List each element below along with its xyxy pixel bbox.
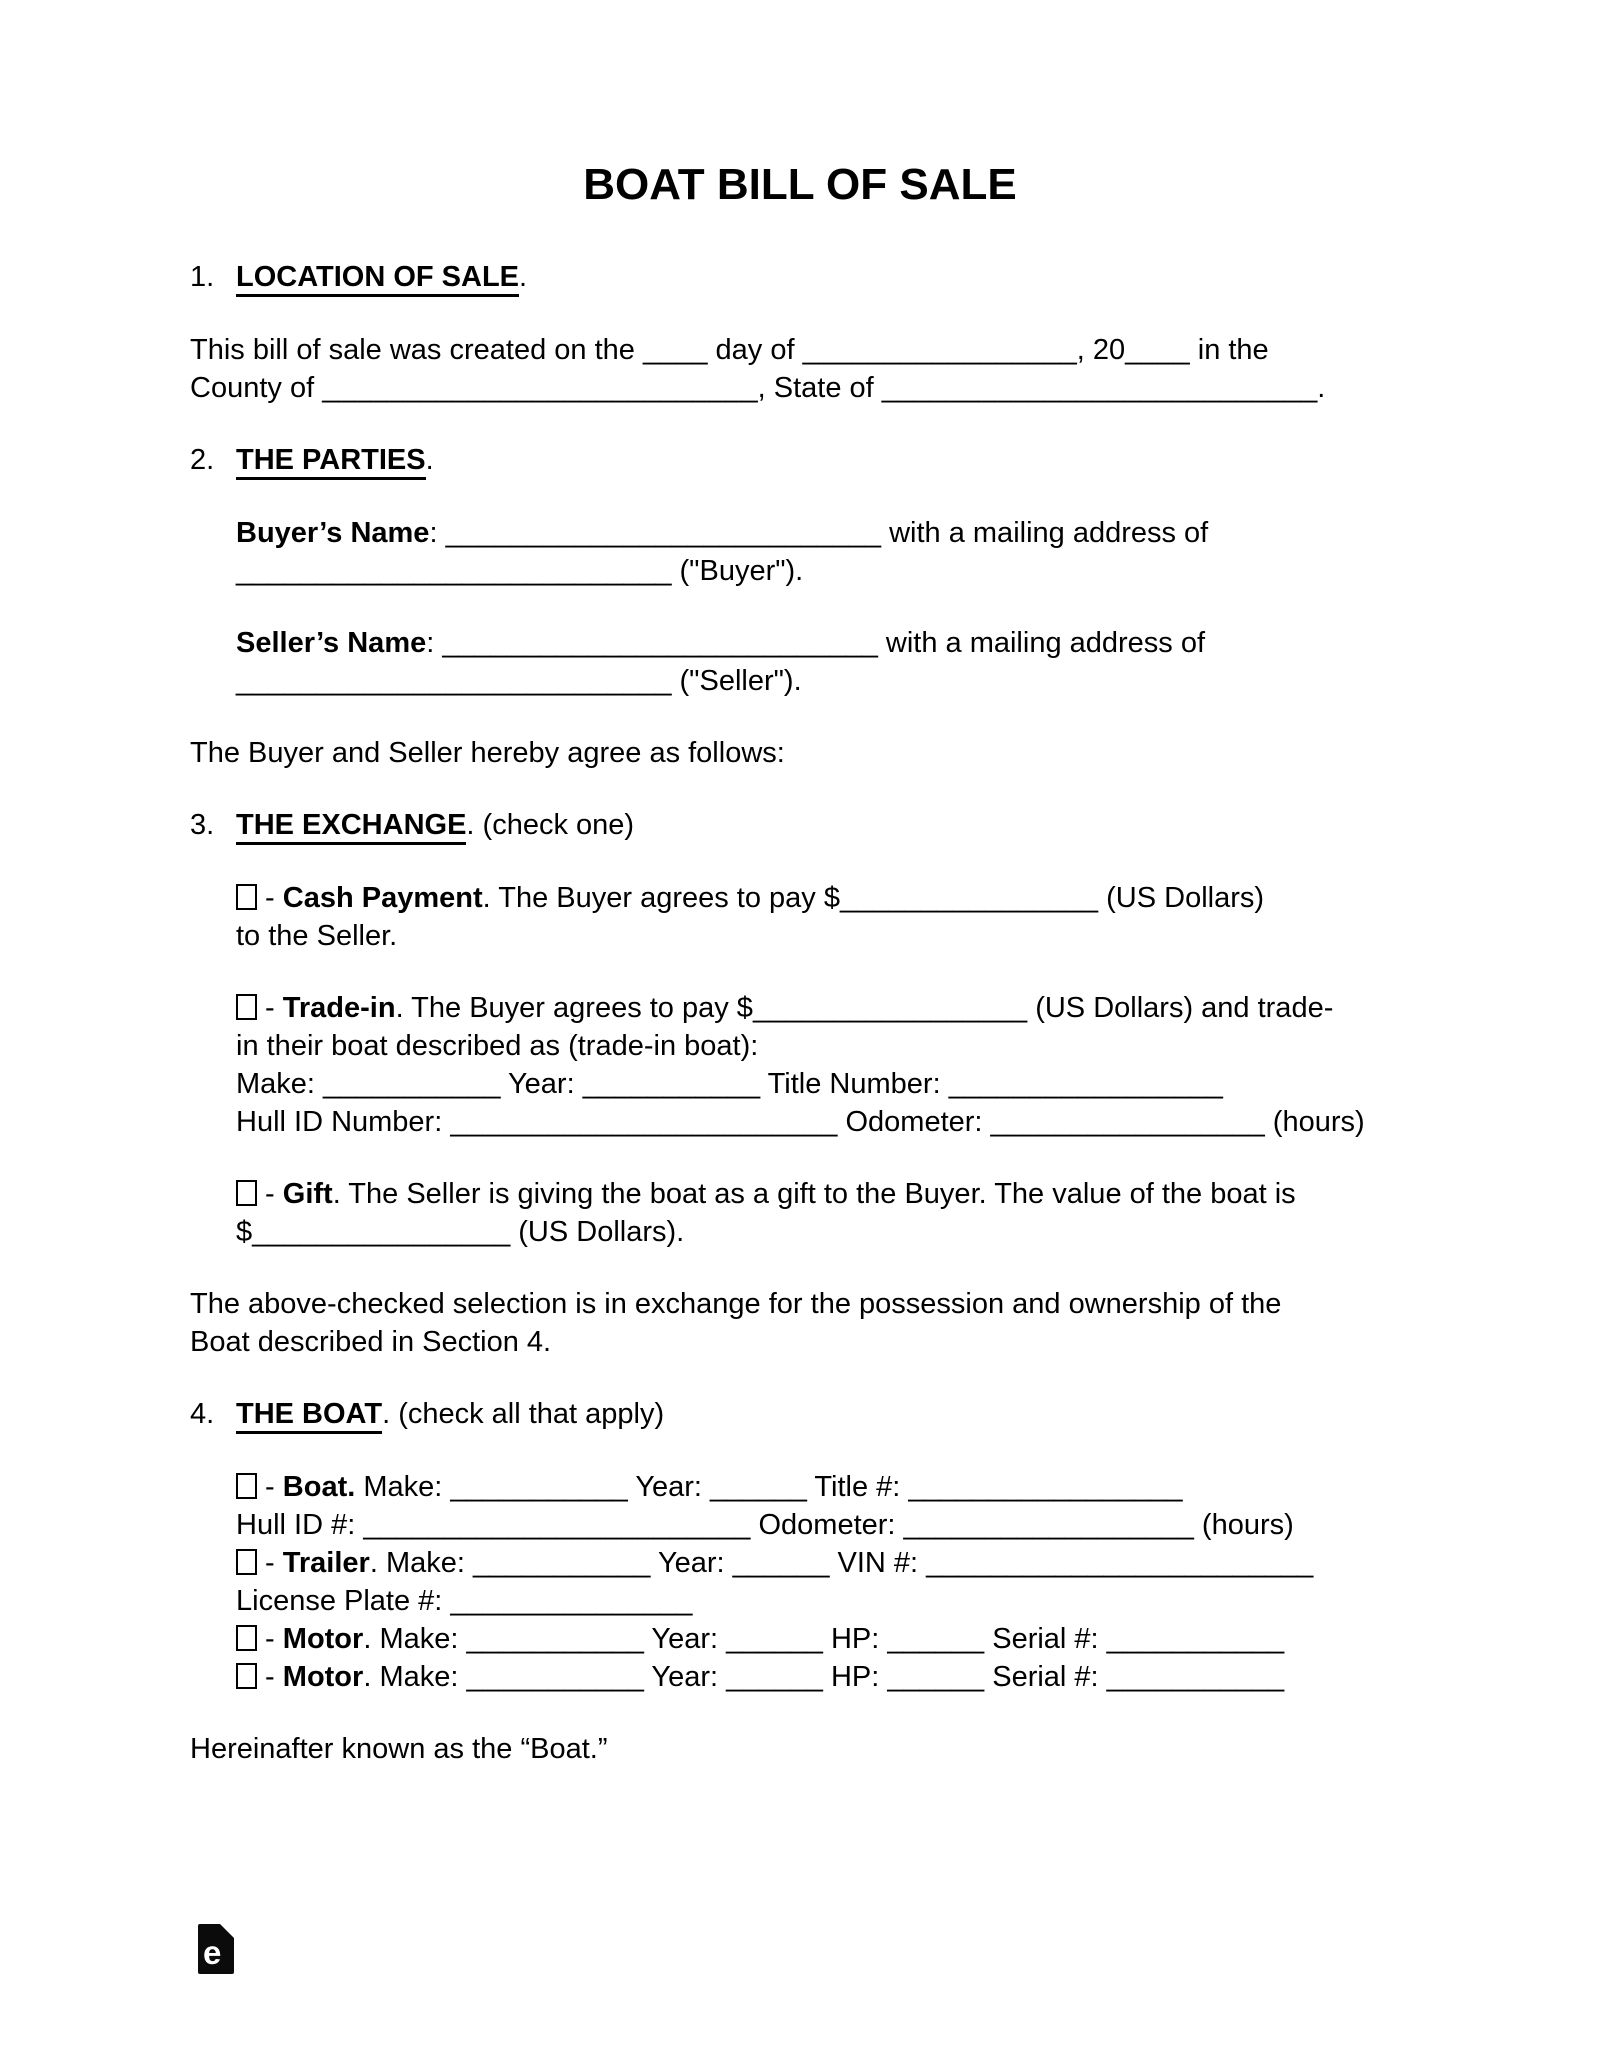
motor2-text: Year: bbox=[643, 1661, 727, 1693]
gift-option bbox=[236, 1175, 1460, 1251]
eforms-logo[interactable] bbox=[198, 1924, 234, 1974]
blank-trailer-vin[interactable]: ________________________ bbox=[926, 1547, 1314, 1579]
boat-text: Year: bbox=[627, 1471, 711, 1503]
location-line-2 bbox=[190, 369, 1460, 407]
blank-trade-title-number[interactable]: _________________ bbox=[948, 1068, 1223, 1100]
section4-heading-row bbox=[190, 1395, 1460, 1434]
section2-heading: THE PARTIES bbox=[236, 444, 426, 480]
section4-number: 4. bbox=[190, 1398, 215, 1430]
motor1-text: Make: bbox=[379, 1623, 467, 1655]
cash-line-1 bbox=[236, 879, 1460, 917]
motor1-text: HP: bbox=[822, 1623, 888, 1655]
motor2-line bbox=[236, 1658, 1460, 1696]
buyer-text: : bbox=[429, 517, 446, 549]
blank-trailer-license-plate[interactable]: _______________ bbox=[450, 1585, 693, 1617]
trailer-line-1 bbox=[236, 1544, 1460, 1582]
buyer-line-2 bbox=[236, 552, 1460, 590]
seller-text: with a mailing address of bbox=[877, 627, 1206, 659]
section3-heading: THE EXCHANGE bbox=[236, 809, 466, 845]
trade-line-4 bbox=[236, 1103, 1460, 1141]
buyer-name-label: Buyer’s Name bbox=[236, 517, 430, 549]
seller-name-label: Seller’s Name bbox=[236, 627, 427, 659]
location-text: This bill of sale was created on the bbox=[190, 334, 643, 366]
trailer-text: License Plate #: bbox=[236, 1585, 451, 1617]
motor2-text: . bbox=[363, 1661, 380, 1693]
motor1-text: Serial #: bbox=[984, 1623, 1107, 1655]
boat-text: - bbox=[257, 1471, 283, 1503]
motor1-text: . bbox=[363, 1623, 380, 1655]
trailer-text: . bbox=[369, 1547, 386, 1579]
cash-payment-checkbox[interactable] bbox=[236, 884, 257, 910]
trade-text: - bbox=[257, 992, 283, 1024]
motor1-text: Year: bbox=[643, 1623, 727, 1655]
trade-text: (hours) bbox=[1264, 1106, 1365, 1138]
location-text: . bbox=[1317, 372, 1326, 404]
blank-trade-amount[interactable]: _________________ bbox=[752, 992, 1028, 1024]
motor2-text: HP: bbox=[822, 1661, 888, 1693]
section2-heading-tail: . bbox=[425, 444, 434, 476]
section4-heading: THE BOAT bbox=[236, 1398, 382, 1434]
blank-motor2-serial[interactable]: ___________ bbox=[1106, 1661, 1285, 1693]
logo-letter: e bbox=[203, 1934, 222, 1971]
gift-text: - bbox=[257, 1178, 283, 1210]
cash-payment-label: Cash Payment bbox=[282, 882, 483, 914]
section1-heading: LOCATION OF SALE bbox=[236, 261, 519, 297]
motor1-text: - bbox=[257, 1623, 283, 1655]
blank-motor1-hp[interactable]: ______ bbox=[887, 1623, 985, 1655]
blank-trailer-make[interactable]: ___________ bbox=[473, 1547, 651, 1579]
buyer-text: with a mailing address of bbox=[881, 517, 1209, 549]
gift-text: . The Seller is giving the boat as a gift to the Buyer. The value of the boat is bbox=[332, 1178, 1296, 1210]
exchange-note bbox=[190, 1285, 1460, 1361]
location-text: in the bbox=[1189, 334, 1269, 366]
trailer-label: Trailer bbox=[282, 1547, 370, 1579]
blank-buyer-address[interactable]: ___________________________ bbox=[236, 555, 672, 587]
boat-checkbox[interactable] bbox=[236, 1473, 257, 1499]
location-line-1 bbox=[190, 331, 1460, 369]
blank-trade-hull-id[interactable]: ________________________ bbox=[450, 1106, 838, 1138]
trailer-line-2 bbox=[236, 1582, 1460, 1620]
boat-line-1 bbox=[236, 1468, 1460, 1506]
trade-in-label: Trade-in bbox=[282, 992, 396, 1024]
boat-text: Title #: bbox=[806, 1471, 909, 1503]
blank-boat-odometer[interactable]: __________________ bbox=[903, 1509, 1194, 1541]
motor1-line bbox=[236, 1620, 1460, 1658]
seller-paragraph bbox=[236, 624, 1460, 700]
blank-state[interactable]: ___________________________ bbox=[881, 372, 1318, 404]
trailer-text: - bbox=[257, 1547, 283, 1579]
blank-motor1-make[interactable]: ___________ bbox=[466, 1623, 644, 1655]
blank-trailer-year[interactable]: ______ bbox=[732, 1547, 830, 1579]
blank-seller-address[interactable]: ___________________________ bbox=[236, 665, 672, 697]
trade-text: (US Dollars) and trade- bbox=[1027, 992, 1334, 1024]
trade-text: Year: bbox=[500, 1068, 583, 1100]
buyer-line-1 bbox=[236, 514, 1460, 552]
document-content bbox=[190, 158, 1460, 1802]
section3-heading-note: (check one) bbox=[482, 809, 635, 841]
motor2-text: - bbox=[257, 1661, 283, 1693]
hereinafter-line: Hereinafter known as the “Boat.” bbox=[190, 1733, 608, 1765]
trade-line-3 bbox=[236, 1065, 1460, 1103]
trade-in-option bbox=[236, 989, 1460, 1141]
section3-heading-row bbox=[190, 806, 1460, 845]
blank-trade-make[interactable]: ___________ bbox=[323, 1068, 501, 1100]
trade-text: Hull ID Number: bbox=[236, 1106, 451, 1138]
agree-line: The Buyer and Seller hereby agree as follows: bbox=[190, 737, 785, 769]
page-fold-icon bbox=[220, 1924, 234, 1938]
section1-heading-row bbox=[190, 258, 1460, 297]
blank-trade-odometer[interactable]: _________________ bbox=[990, 1106, 1265, 1138]
buyer-text: ("Buyer"). bbox=[671, 555, 804, 587]
blank-buyer-name[interactable]: ___________________________ bbox=[445, 517, 882, 549]
blank-motor1-serial[interactable]: ___________ bbox=[1106, 1623, 1285, 1655]
exchange-note-line-2: Boat described in Section 4. bbox=[190, 1326, 552, 1358]
boat-label: Boat. bbox=[282, 1471, 356, 1503]
location-text: day of bbox=[707, 334, 803, 366]
gift-text: $ bbox=[236, 1216, 253, 1248]
page-title: BOAT BILL OF SALE bbox=[583, 160, 1017, 209]
motor1-label: Motor bbox=[282, 1623, 364, 1655]
section4-heading-note: (check all that apply) bbox=[398, 1398, 665, 1430]
trade-in-checkbox[interactable] bbox=[236, 994, 257, 1020]
blank-motor1-year[interactable]: ______ bbox=[726, 1623, 823, 1655]
boat-text: (hours) bbox=[1193, 1509, 1294, 1541]
location-text: , State of bbox=[757, 372, 882, 404]
seller-line-2 bbox=[236, 662, 1460, 700]
motor2-text: Make: bbox=[379, 1661, 467, 1693]
blank-motor2-hp[interactable]: ______ bbox=[887, 1661, 985, 1693]
section1-number: 1. bbox=[190, 261, 215, 293]
blank-motor2-make[interactable]: ___________ bbox=[466, 1661, 644, 1693]
trailer-text: VIN #: bbox=[829, 1547, 927, 1579]
motor2-text: Serial #: bbox=[984, 1661, 1107, 1693]
seller-text: ("Seller"). bbox=[671, 665, 802, 697]
location-paragraph bbox=[190, 331, 1460, 407]
motor2-checkbox[interactable] bbox=[236, 1663, 257, 1689]
trade-text: Odometer: bbox=[837, 1106, 991, 1138]
gift-line-2 bbox=[236, 1213, 1460, 1251]
location-text: , 20 bbox=[1076, 334, 1126, 366]
location-text: County of bbox=[190, 372, 323, 404]
blank-seller-name[interactable]: ___________________________ bbox=[442, 627, 878, 659]
boat-text: Odometer: bbox=[750, 1509, 904, 1541]
section4-heading-tail: . bbox=[382, 1398, 399, 1430]
cash-payment-option bbox=[236, 879, 1460, 955]
gift-label: Gift bbox=[282, 1178, 333, 1210]
section3-heading-tail: . bbox=[466, 809, 483, 841]
boat-line-2 bbox=[236, 1506, 1460, 1544]
section3-number: 3. bbox=[190, 809, 215, 841]
blank-trade-year[interactable]: ___________ bbox=[582, 1068, 761, 1100]
blank-boat-hull-id[interactable]: ________________________ bbox=[363, 1509, 751, 1541]
cash-text: - bbox=[257, 882, 283, 914]
trailer-text: Make: bbox=[385, 1547, 473, 1579]
blank-boat-year[interactable]: ______ bbox=[710, 1471, 807, 1503]
trade-text: . The Buyer agrees to pay $ bbox=[395, 992, 753, 1024]
blank-gift-value[interactable]: ________________ bbox=[252, 1216, 511, 1248]
trade-text: Make: bbox=[236, 1068, 324, 1100]
gift-line-1 bbox=[236, 1175, 1460, 1213]
gift-checkbox[interactable] bbox=[236, 1180, 257, 1206]
blank-cash-amount[interactable]: ________________ bbox=[840, 882, 1099, 914]
seller-line-1 bbox=[236, 624, 1460, 662]
blank-county[interactable]: ___________________________ bbox=[322, 372, 758, 404]
boat-text: Hull ID #: bbox=[236, 1509, 364, 1541]
section2-heading-row bbox=[190, 441, 1460, 480]
trailer-text: Year: bbox=[650, 1547, 733, 1579]
trade-line-2: in their boat described as (trade-in boat): bbox=[236, 1030, 759, 1062]
trade-text: Title Number: bbox=[760, 1068, 949, 1100]
exchange-note-line-1: The above-checked selection is in exchange for the possession and ownership of the bbox=[190, 1288, 1282, 1320]
motor1-checkbox[interactable] bbox=[236, 1625, 257, 1651]
boat-text: Make: bbox=[355, 1471, 451, 1503]
section2-number: 2. bbox=[190, 444, 215, 476]
blank-boat-title[interactable]: _________________ bbox=[908, 1471, 1183, 1503]
cash-line-2: to the Seller. bbox=[236, 920, 398, 952]
blank-month[interactable]: _________________ bbox=[802, 334, 1077, 366]
section1-heading-tail: . bbox=[519, 261, 528, 293]
blank-motor2-year[interactable]: ______ bbox=[726, 1661, 823, 1693]
cash-text: . The Buyer agrees to pay $ bbox=[482, 882, 840, 914]
blank-day[interactable]: ____ bbox=[642, 334, 708, 366]
trade-line-1 bbox=[236, 989, 1460, 1027]
boat-checklist bbox=[236, 1468, 1460, 1696]
seller-text: : bbox=[426, 627, 443, 659]
gift-text: (US Dollars). bbox=[510, 1216, 685, 1248]
cash-text: (US Dollars) bbox=[1098, 882, 1265, 914]
motor2-label: Motor bbox=[282, 1661, 364, 1693]
trailer-checkbox[interactable] bbox=[236, 1549, 257, 1575]
blank-boat-make[interactable]: ___________ bbox=[450, 1471, 628, 1503]
blank-year[interactable]: ____ bbox=[1125, 334, 1190, 366]
buyer-paragraph bbox=[236, 514, 1460, 590]
